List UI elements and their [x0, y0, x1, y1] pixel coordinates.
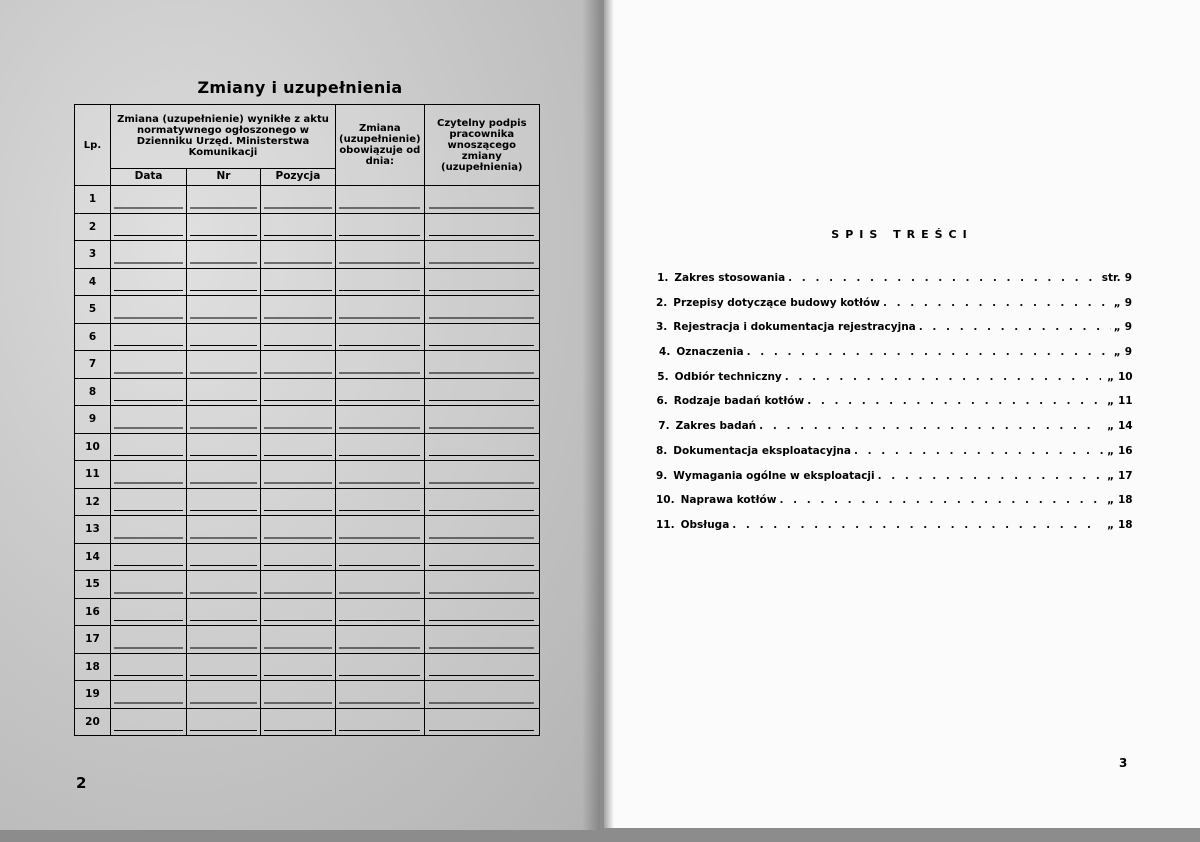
- cell-nr: [187, 708, 261, 736]
- cell-effective-date: [336, 241, 425, 269]
- toc-entry-title: Oznaczenia: [676, 346, 744, 359]
- toc-entry-title: Zakres stosowania: [674, 272, 786, 284]
- toc-page-prefix: „: [1113, 321, 1121, 334]
- cell-effective-date: [336, 378, 425, 406]
- toc-entry-number: 6.: [656, 395, 668, 408]
- cell-pozycja: [260, 681, 335, 709]
- toc-page-number: 9: [1124, 272, 1132, 284]
- cell-effective-date: [336, 516, 425, 544]
- toc-entry: [656, 395, 1132, 420]
- cell-effective-date: [336, 268, 425, 296]
- cell-nr: [187, 488, 261, 516]
- toc-leader-dots: [785, 371, 1101, 383]
- cell-signature: [424, 708, 539, 736]
- cell-signature: [424, 571, 539, 599]
- toc-page-number: 9: [1124, 296, 1132, 309]
- toc-page-prefix: „: [1107, 518, 1114, 531]
- toc-page-prefix: „: [1107, 494, 1114, 507]
- cell-data: [110, 488, 186, 516]
- cell-data: [110, 378, 186, 406]
- cell-nr: [187, 433, 261, 461]
- cell-nr: [187, 543, 261, 571]
- cell-pozycja: [260, 241, 335, 269]
- cell-nr: [187, 241, 261, 269]
- toc-entry-number: 9.: [656, 469, 668, 482]
- row-number: 17: [75, 626, 111, 654]
- toc-entry-title: Obsługa: [680, 518, 730, 531]
- cell-nr: [187, 351, 261, 379]
- cell-pozycja: [260, 598, 335, 626]
- toc-entry-number: 7.: [658, 420, 670, 433]
- cell-effective-date: [336, 461, 425, 489]
- cell-signature: [424, 296, 539, 324]
- toc-entry: [656, 519, 1132, 544]
- page-number: 3: [1119, 756, 1128, 770]
- cell-nr: [187, 268, 261, 296]
- toc-leader-dots: [878, 470, 1104, 482]
- cell-pozycja: [260, 186, 335, 214]
- cell-effective-date: [336, 708, 425, 736]
- table-row: [75, 461, 540, 489]
- cell-signature: [424, 213, 539, 241]
- toc-heading: SPIS TREŚCI: [831, 228, 973, 241]
- table-row: [75, 351, 540, 379]
- toc-entry: [656, 371, 1132, 396]
- toc-page-prefix: „: [1107, 469, 1114, 482]
- cell-data: [110, 708, 186, 736]
- toc-entry: [656, 494, 1132, 519]
- toc-page-prefix: str.: [1101, 272, 1121, 284]
- toc-page-prefix: „: [1113, 296, 1121, 309]
- cell-effective-date: [336, 433, 425, 461]
- toc-entry-number: 10.: [656, 494, 675, 507]
- cell-effective-date: [336, 543, 425, 571]
- cell-signature: [424, 653, 539, 681]
- row-number: 10: [75, 433, 111, 461]
- cell-signature: [424, 268, 539, 296]
- subheader-nr: Nr: [187, 168, 261, 185]
- cell-effective-date: [336, 626, 425, 654]
- row-number: 1: [75, 186, 111, 214]
- toc-entry-number: 11.: [656, 518, 675, 531]
- cell-nr: [187, 186, 261, 214]
- toc-entry: [656, 445, 1132, 470]
- cell-signature: [424, 351, 539, 379]
- toc-leader-dots: [919, 321, 1111, 333]
- cell-data: [110, 653, 186, 681]
- cell-data: [110, 406, 186, 434]
- toc-page-prefix: „: [1113, 346, 1121, 359]
- cell-pozycja: [260, 378, 335, 406]
- cell-nr: [187, 378, 261, 406]
- cell-pozycja: [260, 653, 335, 681]
- toc-leader-dots: [883, 297, 1111, 309]
- table-row: [75, 488, 540, 516]
- header-change: Zmiana (uzupełnienie) wynikłe z aktu normatywnego ogłoszonego w Dzienniku Urzęd. Ministerstwa Komunikacji: [110, 105, 335, 169]
- cell-data: [110, 516, 186, 544]
- toc-leader-dots: [732, 519, 1099, 531]
- cell-pozycja: [260, 543, 335, 571]
- table-row: [75, 323, 540, 351]
- toc-entry-number: 1.: [657, 272, 669, 284]
- cell-data: [110, 268, 186, 296]
- cell-signature: [424, 186, 539, 214]
- toc-page-number: 14: [1118, 420, 1133, 433]
- row-number: 15: [75, 571, 111, 599]
- row-number: 7: [75, 351, 111, 379]
- cell-nr: [187, 516, 261, 544]
- cell-signature: [424, 241, 539, 269]
- cell-nr: [187, 406, 261, 434]
- toc-leader-dots: [854, 445, 1103, 457]
- row-number: 16: [75, 598, 111, 626]
- cell-signature: [424, 461, 539, 489]
- cell-signature: [424, 626, 539, 654]
- toc-entry: [656, 346, 1132, 371]
- cell-effective-date: [336, 571, 425, 599]
- cell-nr: [187, 323, 261, 351]
- cell-nr: [187, 461, 261, 489]
- toc-page-number: 18: [1118, 518, 1133, 531]
- cell-signature: [424, 488, 539, 516]
- row-number: 3: [75, 241, 111, 269]
- cell-effective-date: [336, 296, 425, 324]
- cell-pozycja: [260, 213, 335, 241]
- row-number: 8: [75, 378, 111, 406]
- table-row: [75, 433, 540, 461]
- row-number: 20: [75, 708, 111, 736]
- toc-entry-number: 2.: [656, 296, 668, 309]
- table-row: [75, 571, 540, 599]
- cell-pozycja: [260, 461, 335, 489]
- cell-effective-date: [336, 186, 425, 214]
- row-number: 19: [75, 681, 111, 709]
- toc-entry-number: 4.: [659, 346, 671, 359]
- table-row: [75, 268, 540, 296]
- toc-entry-title: Przepisy dotyczące budowy kotłów: [673, 296, 880, 309]
- table-of-contents: [656, 272, 1132, 544]
- toc-page-prefix: „: [1107, 395, 1114, 408]
- toc-entry-number: 5.: [657, 370, 669, 383]
- cell-data: [110, 543, 186, 571]
- table-row: [75, 543, 540, 571]
- header-effective: Zmiana (uzupełnienie) obowiązuje od dnia:: [336, 105, 425, 186]
- subheader-data: Data: [110, 168, 186, 185]
- cell-effective-date: [336, 598, 425, 626]
- toc-page-number: 17: [1118, 469, 1133, 482]
- header-lp: Lp.: [75, 105, 111, 186]
- cell-nr: [187, 296, 261, 324]
- toc-entry-title: Dokumentacja eksploatacyjna: [673, 444, 851, 457]
- row-number: 12: [75, 488, 111, 516]
- cell-pozycja: [260, 296, 335, 324]
- page-title: Zmiany i uzupełnienia: [197, 78, 403, 97]
- cell-data: [110, 296, 186, 324]
- cell-signature: [424, 323, 539, 351]
- toc-leader-dots: [779, 494, 1100, 506]
- toc-page-prefix: „: [1107, 444, 1114, 457]
- row-number: 11: [75, 461, 111, 489]
- cell-nr: [187, 571, 261, 599]
- toc-leader-dots: [807, 395, 1102, 407]
- cell-pozycja: [260, 708, 335, 736]
- table-row: [75, 626, 540, 654]
- cell-data: [110, 351, 186, 379]
- cell-signature: [424, 433, 539, 461]
- toc-entry-title: Rodzaje badań kotłów: [673, 395, 805, 408]
- cell-nr: [187, 626, 261, 654]
- toc-page-number: 10: [1118, 370, 1133, 383]
- cell-data: [110, 433, 186, 461]
- toc-page-number: 9: [1124, 346, 1133, 359]
- toc-entry-title: Zakres badań: [675, 420, 757, 433]
- row-number: 4: [75, 268, 111, 296]
- toc-page-number: 18: [1118, 494, 1133, 507]
- cell-nr: [187, 598, 261, 626]
- toc-entry-number: 3.: [656, 321, 668, 334]
- cell-effective-date: [336, 406, 425, 434]
- table-row: [75, 681, 540, 709]
- cell-pozycja: [260, 571, 335, 599]
- row-number: 13: [75, 516, 111, 544]
- cell-data: [110, 626, 186, 654]
- toc-entry: [656, 420, 1132, 445]
- toc-entry: [656, 272, 1132, 297]
- row-number: 5: [75, 296, 111, 324]
- cell-pozycja: [260, 433, 335, 461]
- cell-effective-date: [336, 681, 425, 709]
- table-row: [75, 708, 540, 736]
- table-row: [75, 378, 540, 406]
- cell-pozycja: [260, 488, 335, 516]
- page-number: 2: [76, 774, 87, 792]
- cell-data: [110, 241, 186, 269]
- toc-page-prefix: „: [1107, 420, 1114, 433]
- toc-entry-number: 8.: [656, 444, 668, 457]
- toc-entry-title: Odbiór techniczny: [674, 370, 782, 383]
- cell-data: [110, 681, 186, 709]
- toc-page-number: 16: [1118, 444, 1133, 457]
- cell-pozycja: [260, 323, 335, 351]
- cell-signature: [424, 406, 539, 434]
- toc-leader-dots: [788, 272, 1099, 284]
- table-row: [75, 296, 540, 324]
- toc-entry: [656, 470, 1132, 495]
- table-row: [75, 516, 540, 544]
- toc-page-number: 11: [1118, 395, 1133, 408]
- cell-data: [110, 213, 186, 241]
- subheader-pozycja: Pozycja: [260, 168, 335, 185]
- row-number: 9: [75, 406, 111, 434]
- cell-data: [110, 461, 186, 489]
- table-row: [75, 406, 540, 434]
- cell-pozycja: [260, 406, 335, 434]
- toc-entry-title: Naprawa kotłów: [680, 494, 777, 507]
- toc-page-number: 9: [1124, 321, 1132, 334]
- table-row: [75, 653, 540, 681]
- cell-data: [110, 598, 186, 626]
- cell-signature: [424, 598, 539, 626]
- cell-nr: [187, 213, 261, 241]
- table-row: [75, 241, 540, 269]
- cell-pozycja: [260, 351, 335, 379]
- header-signature: Czytelny podpis pracownika wnoszącego zmiany (uzupełnienia): [424, 105, 539, 186]
- cell-data: [110, 186, 186, 214]
- toc-entry: [656, 321, 1132, 346]
- toc-entry: [656, 297, 1132, 322]
- cell-effective-date: [336, 213, 425, 241]
- row-number: 14: [75, 543, 111, 571]
- table-row: [75, 213, 540, 241]
- right-page: [604, 0, 1200, 828]
- cell-signature: [424, 378, 539, 406]
- row-number: 6: [75, 323, 111, 351]
- toc-entry-title: Rejestracja i dokumentacja rejestracyjna: [673, 321, 916, 334]
- row-number: 18: [75, 653, 111, 681]
- cell-signature: [424, 681, 539, 709]
- changes-table-body: [75, 186, 540, 736]
- cell-pozycja: [260, 516, 335, 544]
- cell-data: [110, 323, 186, 351]
- cell-signature: [424, 543, 539, 571]
- toc-entry-title: Wymagania ogólne w eksploatacji: [673, 469, 875, 482]
- cell-pozycja: [260, 626, 335, 654]
- cell-effective-date: [336, 653, 425, 681]
- cell-data: [110, 571, 186, 599]
- toc-leader-dots: [759, 420, 1100, 432]
- cell-pozycja: [260, 268, 335, 296]
- cell-nr: [187, 653, 261, 681]
- cell-nr: [187, 681, 261, 709]
- toc-leader-dots: [747, 346, 1107, 358]
- left-page: [0, 0, 600, 830]
- row-number: 2: [75, 213, 111, 241]
- toc-page-prefix: „: [1107, 370, 1114, 383]
- cell-signature: [424, 516, 539, 544]
- changes-table: [74, 104, 540, 736]
- table-row: [75, 598, 540, 626]
- cell-effective-date: [336, 488, 425, 516]
- cell-effective-date: [336, 351, 425, 379]
- cell-effective-date: [336, 323, 425, 351]
- table-row: [75, 186, 540, 214]
